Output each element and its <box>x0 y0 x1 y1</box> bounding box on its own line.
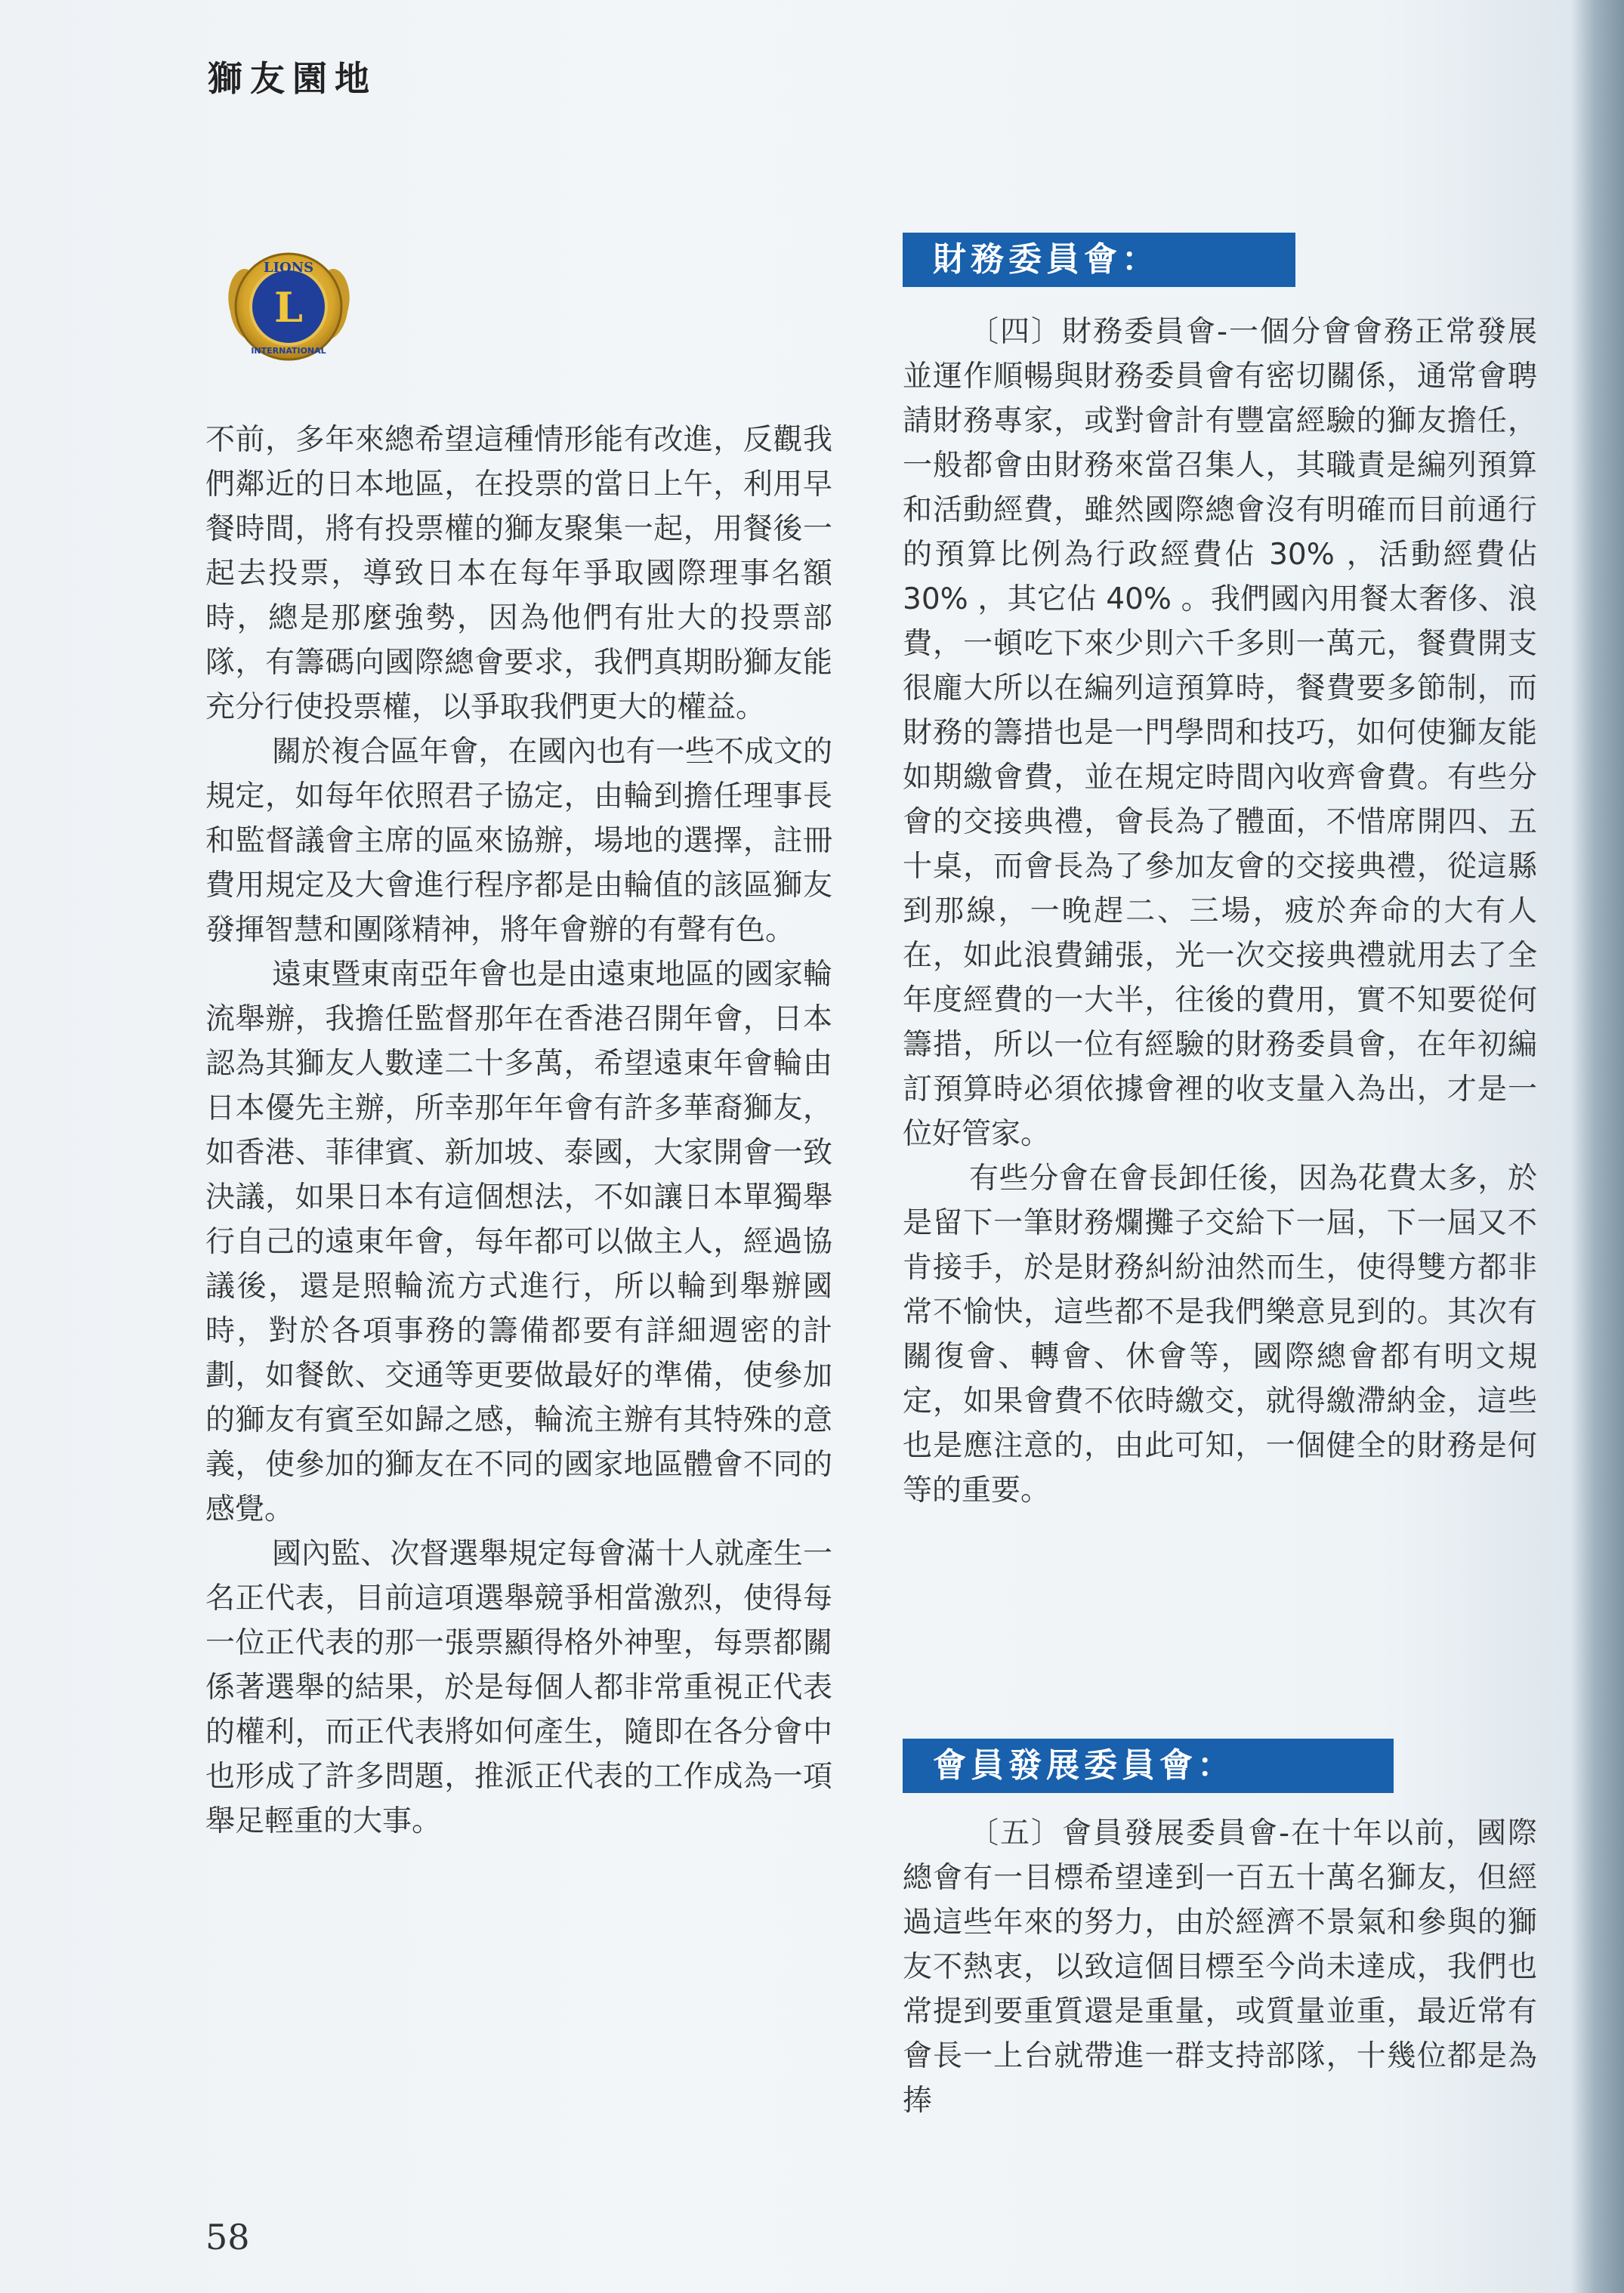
paragraph: 〔四〕財務委員會-一個分會會務正常發展並運作順暢與財務委員會有密切關係，通常會聘請財務專家，或對會計有豐富經驗的獅友擔任，一般都會由財務來當召集人，其職責是編列預算和活動經費，雖然國際總會沒有明確而目前通行的預算比例為行政經費佔 30% ，活動經費佔 30% ，其它佔 40% 。我們國內用餐太奢侈、浪費，一頓吃下來少則六千多則一萬元，餐費開支很龐大所以在編列這預算時，餐費要多節制，而財務的籌措也是一門學問和技巧，如何使獅友能如期繳會費，並在規定時間內收齊會費。有些分會的交接典禮，會長為了體面，不惜席開四、五十桌，而會長為了參加友會的交接典禮，從這縣到那線，一晚趕二、三場，疲於奔命的大有人在，如此浪費鋪張，光一次交接典禮就用去了全年度經費的一大半，往後的費用，實不知要從何籌措，所以一位有經驗的財務委員會，在年初編訂預算時必須依據會裡的收支量入為出，才是一位好管家。 <box>903 315 1537 1151</box>
paragraph: 遠東暨東南亞年會也是由遠東地區的國家輪流舉辦，我擔任監督那年在香港召開年會，日本認為其獅友人數達二十多萬，希望遠東年會輪由日本優先主辦，所幸那年年會有許多華裔獅友，如香港、菲律賓、新加坡、泰國，大家開會一致決議，如果日本有這個想法，不如讓日本單獨舉行自己的遠東年會，每年都可以做主人，經過協議後，還是照輪流方式進行，所以輪到舉辦國時，對於各項事務的籌備都要有詳細週密的計劃，如餐飲、交通等更要做最好的準備，使參加的獅友有賓至如歸之感，輪流主辦有其特殊的意義，使參加的獅友在不同的國家地區體會不同的感覺。 <box>205 958 832 1526</box>
paragraph: 有些分會在會長卸任後，因為花費太多，於是留下一筆財務爛攤子交給下一屆，下一屆又不肯接手，於是財務糾紛油然而生，使得雙方都非常不愉快，這些都不是我們樂意見到的。其次有關復會、轉會、休會等，國際總會都有明文規定，如果會費不依時繳交，就得繳滯納金，這些也是應注意的，由此可知，一個健全的財務是何等的重要。 <box>903 1162 1537 1508</box>
lions-international-emblem <box>215 240 363 376</box>
paragraph: 國內監、次督選舉規定每會滿十人就產生一名正代表，目前這項選舉競爭相當激烈，使得每一位正代表的那一張票顯得格外神聖，每票都關係著選舉的結果，於是每個人都非常重視正代表的權利，而正代表將如何產生，隨即在各分會中也形成了許多問題，推派正代表的工作成為一項舉足輕重的大事。 <box>205 1537 832 1838</box>
svg-text:INTERNATIONAL: INTERNATIONAL <box>251 346 326 356</box>
paragraph: 〔五〕會員發展委員會-在十年以前，國際總會有一目標希望達到一百五十萬名獅友，但經過這些年來的努力，由於經濟不景氣和參與的獅友不熱衷，以致這個目標至今尚未達成，我們也常提到要重質還是重量，或質量並重，最近常有會長一上台就帶進一群支持部隊，十幾位都是為捧 <box>903 1816 1537 2118</box>
finance-committee-text <box>903 310 1537 1513</box>
left-column-text <box>205 418 832 1844</box>
page-binding-edge <box>1571 0 1624 2293</box>
membership-committee-heading: 會員發展委員會： <box>903 1739 1394 1793</box>
membership-committee-text <box>903 1811 1537 2123</box>
svg-text:LIONS: LIONS <box>263 260 314 276</box>
page-number: 58 <box>205 2217 250 2258</box>
section-title: 獅友園地 <box>208 58 377 99</box>
svg-text:L: L <box>274 283 303 332</box>
paragraph: 不前，多年來總希望這種情形能有改進，反觀我們鄰近的日本地區，在投票的當日上午，利用早餐時間，將有投票權的獅友聚集一起，用餐後一起去投票，導致日本在每年爭取國際理事名額時，總是那麼強勢，因為他們有壯大的投票部隊，有籌碼向國際總會要求，我們真期盼獅友能充分行使投票權，以爭取我們更大的權益。 <box>205 423 832 724</box>
finance-committee-heading: 財務委員會： <box>903 233 1295 287</box>
paragraph: 關於複合區年會，在國內也有一些不成文的規定，如每年依照君子協定，由輪到擔任理事長和監督議會主席的區來協辦，場地的選擇，註冊費用規定及大會進行程序都是由輪值的該區獅友發揮智慧和團隊精神，將年會辦的有聲有色。 <box>205 735 832 947</box>
